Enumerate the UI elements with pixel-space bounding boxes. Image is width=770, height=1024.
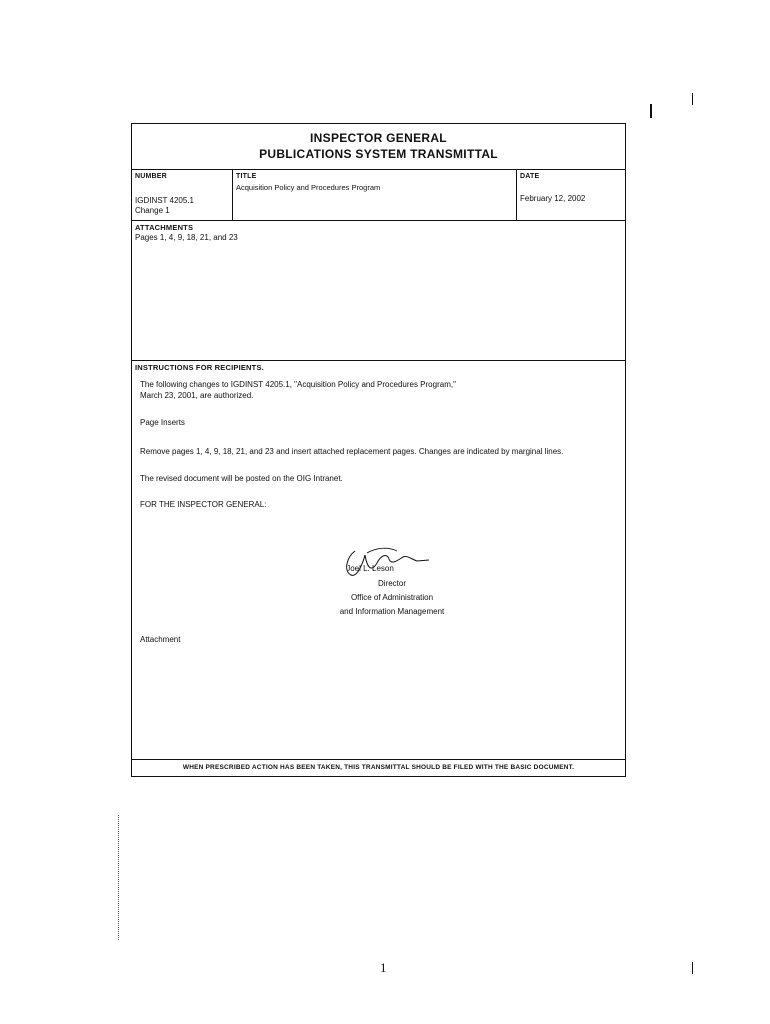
number-value: IGDINST 4205.1 xyxy=(135,196,194,205)
form-title-line1: INSPECTOR GENERAL xyxy=(310,131,447,145)
info-row xyxy=(132,170,625,221)
title-cell xyxy=(233,170,517,220)
transmittal-form xyxy=(131,123,626,777)
marginal-line-top-2 xyxy=(692,93,693,105)
date-value: February 12, 2002 xyxy=(520,194,586,203)
posted-text: The revised document will be posted on the OIG Intranet. xyxy=(140,474,343,483)
remove-pages-text: Remove pages 1, 4, 9, 18, 21, and 23 and insert attached replacement pages. Changes are indicated by marginal lines. xyxy=(140,447,564,456)
number-label: NUMBER xyxy=(135,173,167,180)
for-ig-text: FOR THE INSPECTOR GENERAL: xyxy=(140,500,267,509)
signer-title: Director xyxy=(377,579,406,588)
form-title-line2: PUBLICATIONS SYSTEM TRANSMITTAL xyxy=(259,147,498,161)
attachment-note: Attachment xyxy=(140,635,181,644)
signer-office-1: Office of Administration xyxy=(350,593,434,602)
marginal-dotted-line xyxy=(118,815,119,940)
signer-name: Joel L. Leson xyxy=(346,564,394,573)
title-label: TITLE xyxy=(236,173,257,180)
attachments-label: ATTACHMENTS xyxy=(135,223,194,232)
marginal-line-top-1 xyxy=(650,104,652,118)
date-label: DATE xyxy=(520,173,540,180)
title-value: Acquisition Policy and Procedures Program xyxy=(236,183,381,192)
instructions-line2: March 23, 2001, are authorized. xyxy=(140,391,254,400)
attachments-section xyxy=(132,220,625,361)
number-cell xyxy=(132,170,233,220)
instructions-line1: The following changes to IGDINST 4205.1, "Acquisition Policy and Procedures Program," xyxy=(140,380,456,389)
date-cell xyxy=(517,170,625,220)
change-value: Change 1 xyxy=(135,206,170,215)
instructions-label: INSTRUCTIONS FOR RECIPIENTS. xyxy=(135,363,264,372)
instructions-section xyxy=(132,360,625,760)
attachments-value: Pages 1, 4, 9, 18, 21, and 23 xyxy=(135,233,238,242)
page-number: 1 xyxy=(380,960,387,975)
page-inserts-text: Page Inserts xyxy=(140,418,185,427)
form-header xyxy=(132,124,625,170)
signer-office-2: and Information Management xyxy=(339,607,445,616)
form-footer: WHEN PRESCRIBED ACTION HAS BEEN TAKEN, THIS TRANSMITTAL SHOULD BE FILED WITH THE BASIC DOCUMENT. xyxy=(132,759,625,776)
marginal-line-bottom xyxy=(692,962,693,974)
